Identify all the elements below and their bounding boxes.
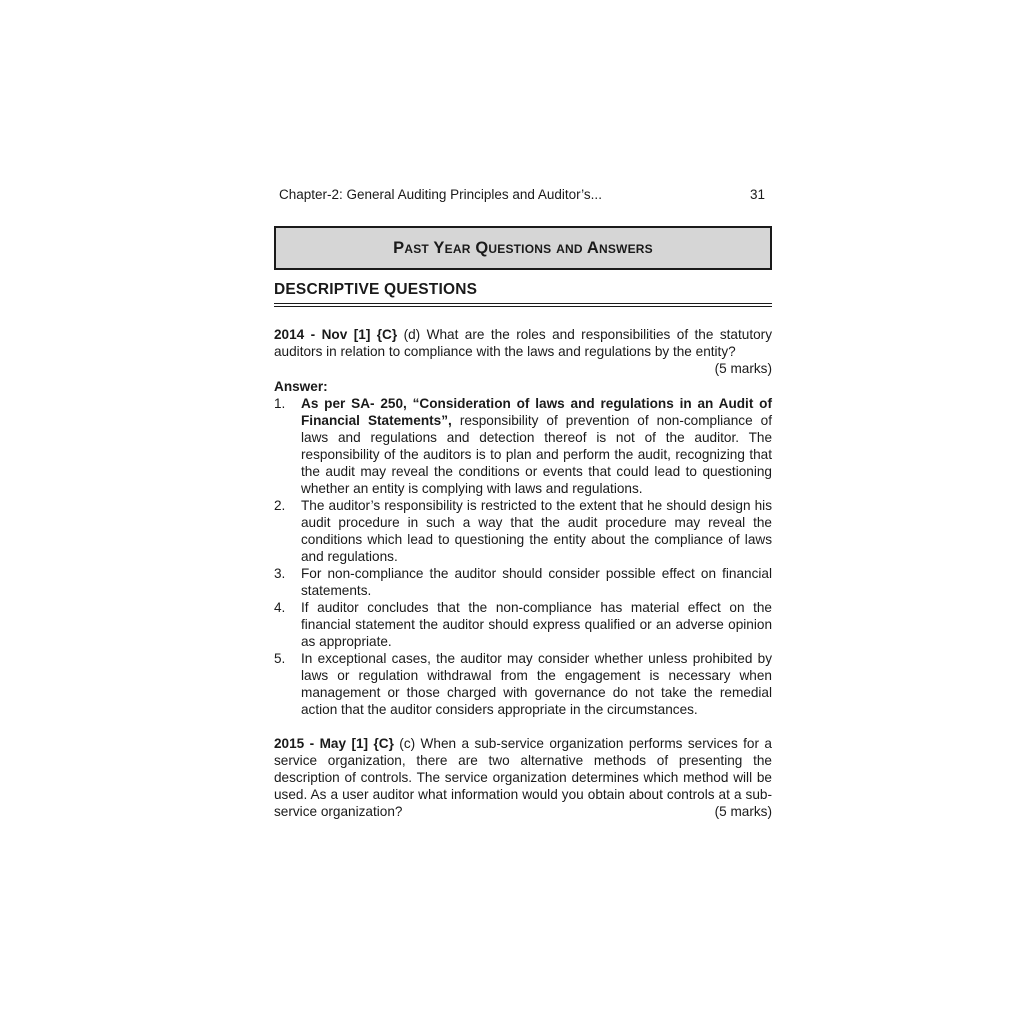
section-heading: DESCRIPTIVE QUESTIONS xyxy=(274,281,478,298)
double-rule-divider xyxy=(274,303,772,307)
answer-item-bold-text: As per SA- 250, “Consideration of laws and regulations in an Audit of Financial Statements”, xyxy=(301,396,772,428)
section-banner xyxy=(274,226,772,270)
answer-item xyxy=(274,565,772,599)
page-number: 31 xyxy=(749,187,765,202)
question-1-marks: (5 marks) xyxy=(714,361,772,376)
answer-item-body: responsibility of prevention of non-compliance of laws and regulations and detection thereof is not of the auditor. The responsibility of the auditors is to plan and perform the audit, recognizing that the audit may reveal the conditions or events that could lead to questioning whether an entity is complying with laws and regulations. xyxy=(301,413,772,496)
question-2-tag: 2015 - May [1] {C} xyxy=(274,736,394,751)
answer-item-number: 2. xyxy=(274,498,286,513)
answer-item-text xyxy=(301,395,772,497)
running-header xyxy=(274,186,772,208)
answer-item-body: The auditor’s responsibility is restricted to the extent that he should design his audit procedure in such a way that the audit procedure may reveal the conditions which lead to questioning the entity about the compliance of laws and regulations. xyxy=(301,498,772,564)
answer-item-number: 4. xyxy=(274,600,286,615)
answer-item xyxy=(274,650,772,718)
answer-item-body: For non-compliance the auditor should consider possible effect on financial statements. xyxy=(301,566,772,598)
running-title: Chapter-2: General Auditing Principles and Auditor’s... xyxy=(279,187,602,202)
question-2-marks: (5 marks) xyxy=(714,804,772,819)
answer-label: Answer: xyxy=(274,379,328,394)
banner-title: Past Year Questions and Answers xyxy=(393,238,653,257)
answer-item-number: 1. xyxy=(274,396,286,411)
answer-item xyxy=(274,599,772,650)
answer-item-body: In exceptional cases, the auditor may consider whether unless prohibited by laws or regulation withdrawal from the engagement is necessary when management or those charged with governance do not take the remedial action that the auditor considers appropriate in the circumstances. xyxy=(301,651,772,717)
answer-item xyxy=(274,497,772,565)
question-1-tag: 2014 - Nov [1] {C} xyxy=(274,327,398,342)
answer-item xyxy=(274,395,772,497)
answer-item-number: 5. xyxy=(274,651,286,666)
book-page xyxy=(274,186,772,820)
answer-item-body: If auditor concludes that the non-compliance has material effect on the financial statement the auditor should express qualified or an adverse opinion as appropriate. xyxy=(301,600,772,649)
question-2-text: (c) When a sub-service organization performs services for a service organization, there are two alternative methods of presenting the description of controls. The service organization determines which method will be used. As a user auditor what information would you obtain about controls at a sub-service organization? xyxy=(274,736,772,819)
question-2 xyxy=(274,735,772,820)
answer-item-number: 3. xyxy=(274,566,286,581)
question-1-text: (d) What are the roles and responsibilities of the statutory auditors in relation to compliance with the laws and regulations by the entity? xyxy=(274,327,772,359)
answer-list xyxy=(274,395,772,718)
question-1 xyxy=(274,326,772,377)
